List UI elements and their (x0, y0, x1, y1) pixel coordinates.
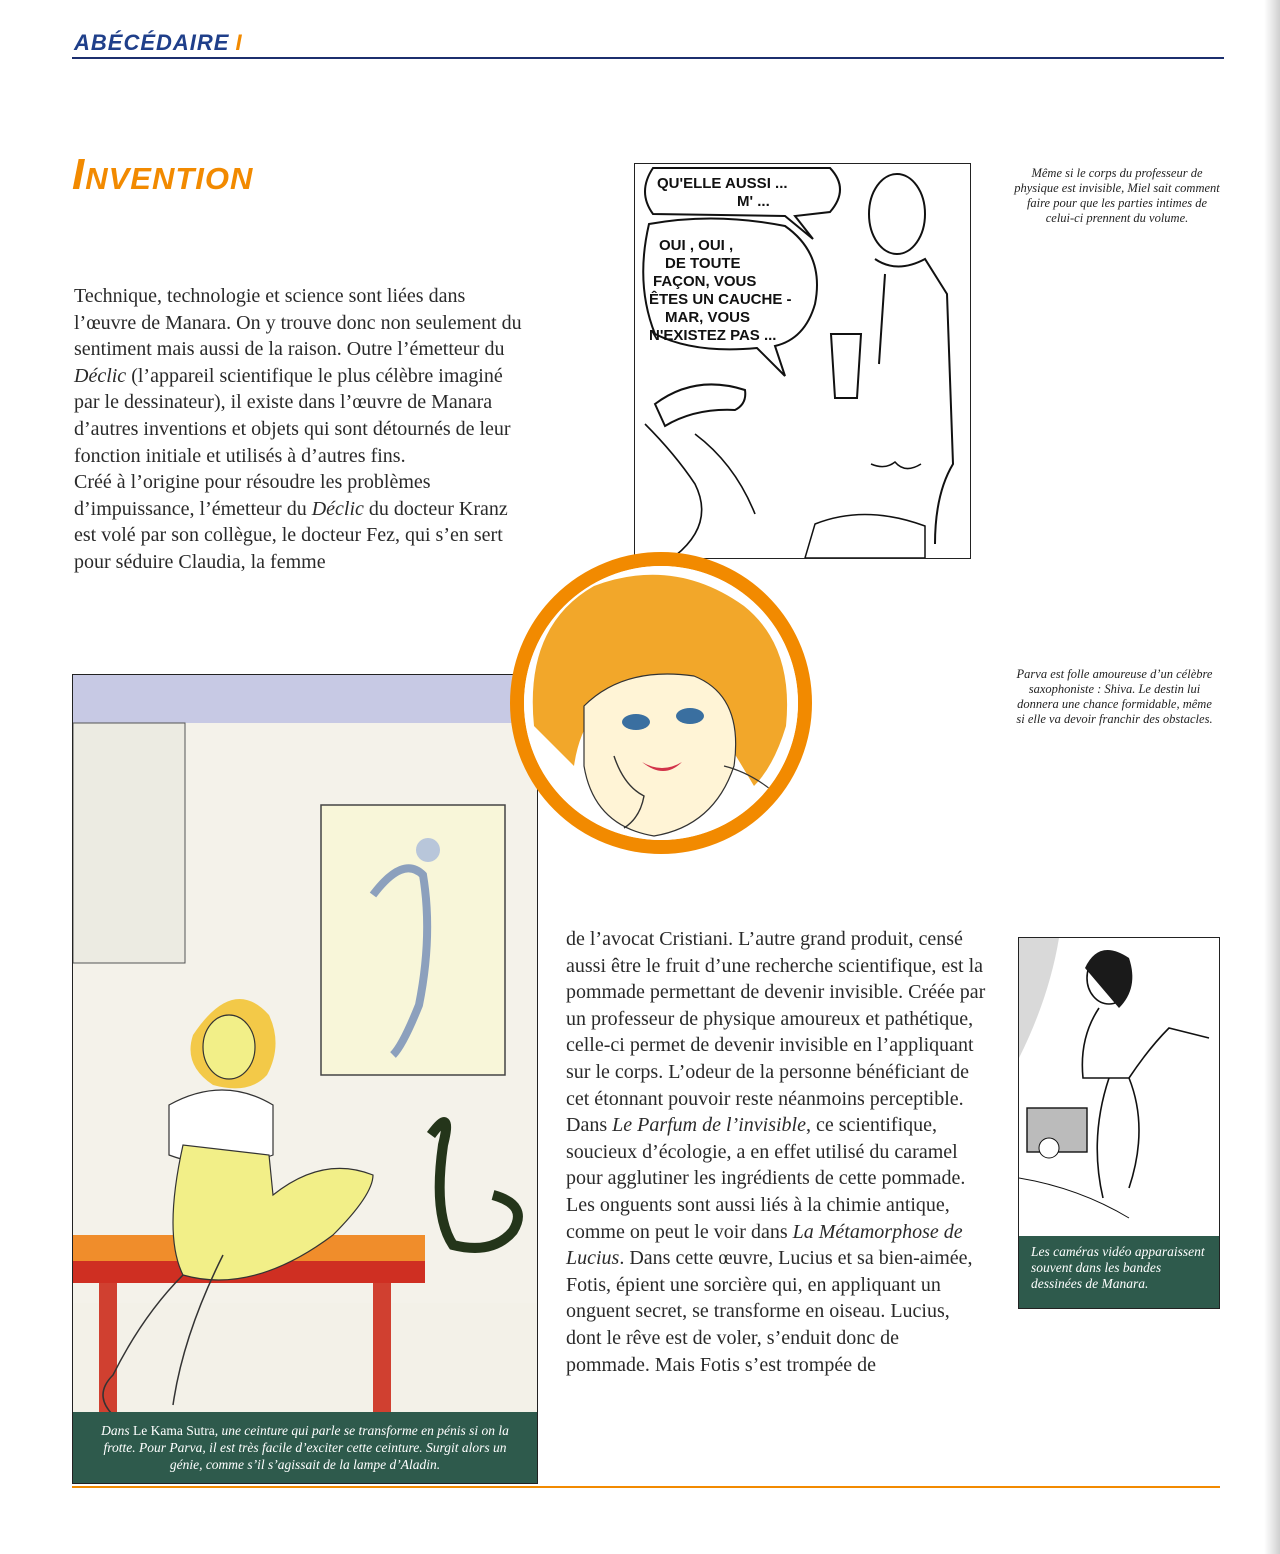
continuation-paragraph: de l’avocat Cristiani. L’autre grand produit, censé aussi être le fruit d’une recherche scientifique, est la pommade permettant de devenir invisible. Créée par un professeur de physique amoureux et pathétique, celle-ci permet de devenir invisible en l’appliquant sur le corps. L’odeur de la personne bénéficiant de cet étonnant pouvoir reste néanmoins perceptible. Dans Le Parfum de l’invisible, ce scientifique, soucieux d’écologie, a en effet utilisé du caramel pour agglutiner les ingrédients de cette pommade. Les onguents sont aussi liés à la chimie antique, comme on peut le voir dans La Métamorphose de Lucius. Dans cette œuvre, Lucius et sa bien-aimée, Fotis, épient une sorcière qui, en appliquant un onguent secret, se transforme en oiseau. Lucius, dont le rêve est de voler, s’enduit donc de pommade. Mais Fotis s’est trompée de (566, 928, 986, 1376)
intro-column (74, 283, 524, 576)
section-header (74, 30, 243, 56)
header-rule (72, 57, 1224, 59)
comic-panel-cameras (1018, 937, 1220, 1309)
balloon-2-line-6: N'EXISTEZ PAS ... (649, 327, 777, 344)
caption-cameras: Les caméras vidéo apparaissent souvent dans les bandes dessinées de Manara. (1019, 1236, 1219, 1308)
balloon-1-line-2: M' ... (737, 193, 770, 210)
portrait-circle-parva (510, 552, 812, 854)
balloon-1-line-1: QU'ELLE AUSSI ... (657, 175, 788, 192)
continuation-column (566, 926, 986, 1378)
portrait-drawing-parva (524, 566, 798, 840)
illustration-drawing-kama (73, 675, 537, 1483)
intro-paragraph-2: Créé à l’origine pour résoudre les problèmes d’impuissance, l’émetteur du Déclic du docteur Kranz est volé par son collègue, le docteur Fez, qui s’en sert pour séduire Claudia, la femme (74, 471, 508, 573)
balloon-2-line-5: MAR, VOUS (665, 309, 751, 326)
balloon-2-line-1: OUI , OUI , (659, 237, 734, 254)
illustration-kama-sutra (72, 674, 538, 1484)
footer-rule (72, 1486, 1220, 1488)
caption-professor: Même si le corps du professeur de physique est invisible, Miel sait comment faire pour que les parties intimes de celui-ci prennent du volume. (1014, 166, 1220, 225)
page-edge-shadow (1264, 0, 1280, 1554)
section-header-label: ABÉCÉDAIRE (74, 30, 230, 55)
balloon-2-line-4: ÊTES UN CAUCHE - (649, 291, 792, 308)
intro-paragraph-1: Technique, technologie et science sont liées dans l’œuvre de Manara. On y trouve donc non seulement du sentiment mais aussi de la raison. Outre l’émetteur du Déclic (l’appareil scientifique le plus célèbre imaginé par le dessinateur), il existe dans l’œuvre de Manara d’autres inventions et objets qui sont détournés de leur fonction initiale et utilisés à d’autres fins. (74, 285, 522, 467)
page-title: Invention (72, 150, 254, 199)
balloon-2-line-3: FAÇON, VOUS (653, 273, 757, 290)
comic-panel-professor (634, 163, 971, 559)
caption-parva: Parva est folle amoureuse d’un célèbre saxophoniste : Shiva. Le destin lui donnera une chance formidable, même si elle va devoir franchir des obstacles. (1016, 667, 1213, 726)
caption-kama-sutra: Dans Le Kama Sutra, une ceinture qui parle se transforme en pénis si on la frotte. Pour Parva, il est très facile d’exciter cette ceinture. Surgit alors un génie, comme s’il s’agissait de la lampe d’Aladin. (73, 1412, 537, 1483)
comic-drawing-professor (635, 164, 970, 558)
balloon-2-line-2: DE TOUTE (665, 255, 741, 272)
comic-drawing-cameras (1019, 938, 1219, 1238)
section-header-separator: I (235, 30, 243, 55)
